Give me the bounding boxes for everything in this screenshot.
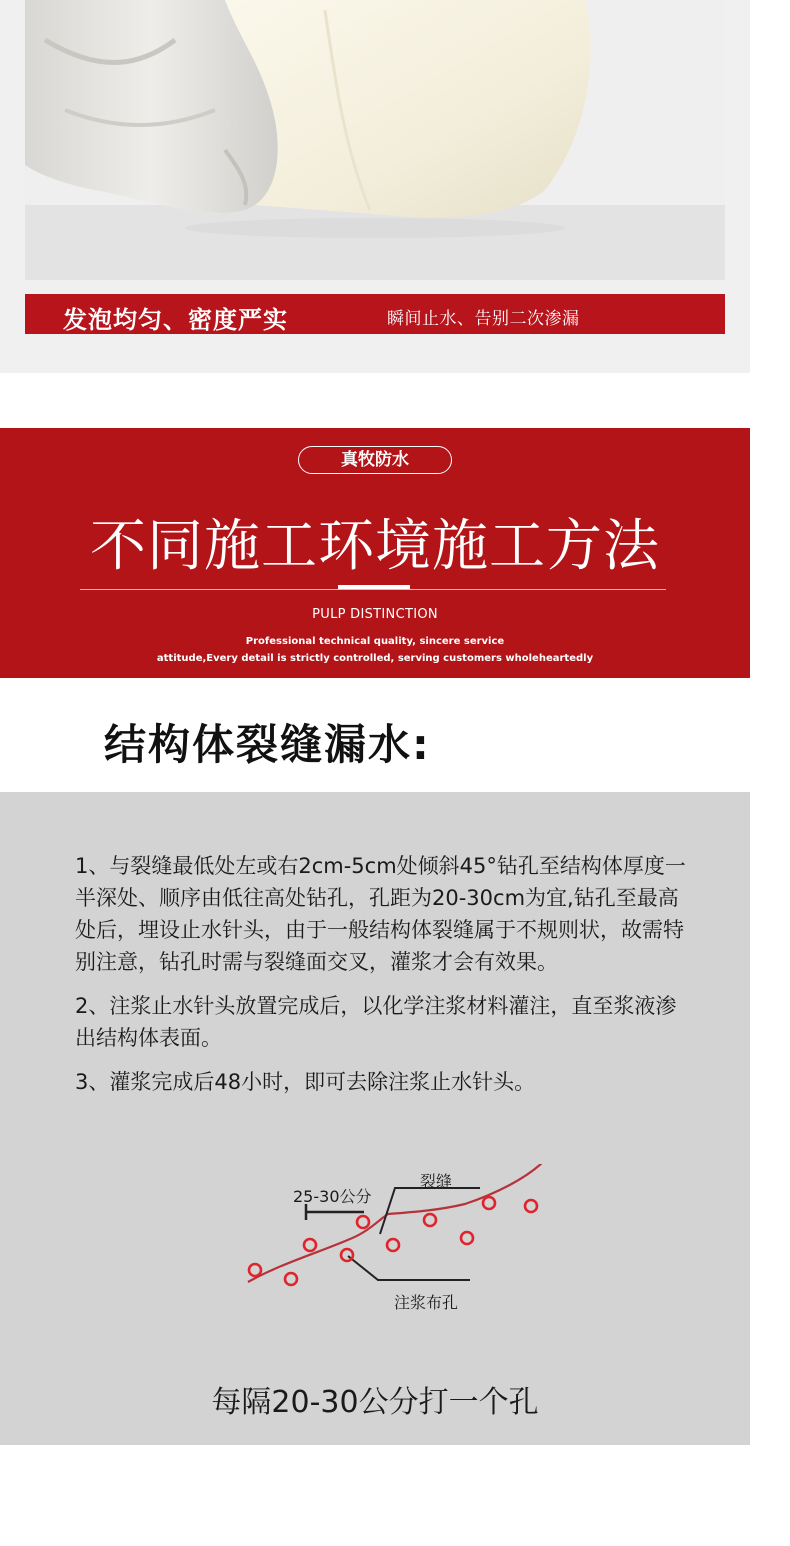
spacing-label: 25-30公分 — [293, 1187, 372, 1206]
step-list — [75, 850, 687, 1110]
instruction-panel — [0, 792, 750, 1445]
injection-hole — [304, 1239, 316, 1251]
hole-spacing-caption: 每隔20-30公分打一个孔 — [211, 1385, 539, 1420]
banner-divider — [80, 589, 666, 590]
caption-instant-stop: 瞬间止水、告别二次渗漏 — [387, 309, 580, 329]
banner-title: 不同施工环境施工方法 — [90, 514, 660, 579]
brand-badge: 真牧防水 — [298, 446, 452, 474]
banner-tagline-1: Professional technical quality, sincere service — [245, 636, 505, 647]
injection-hole — [424, 1214, 436, 1226]
injection-hole — [461, 1232, 473, 1244]
banner-tagline-2: attitude,Every detail is strictly controlled, serving customers wholeheartedly — [156, 653, 594, 664]
injection-hole — [357, 1216, 369, 1228]
foam-glove-illustration — [25, 0, 725, 280]
injection-hole-diagram — [240, 1164, 560, 1314]
step-2: 2、注浆止水针头放置完成后，以化学注浆材料灌注，直至浆液渗出结构体表面。 — [75, 994, 677, 1050]
injection-hole — [249, 1264, 261, 1276]
product-photo — [25, 0, 725, 280]
injection-hole — [341, 1249, 353, 1261]
crack-label: 裂缝 — [420, 1172, 453, 1191]
injection-hole — [525, 1200, 537, 1212]
crack-line — [248, 1164, 543, 1282]
injection-holes — [249, 1197, 537, 1285]
step-3: 3、灌浆完成后48小时，即可去除注浆止水针头。 — [75, 1070, 536, 1094]
banner-divider-accent — [338, 585, 410, 589]
injection-hole — [483, 1197, 495, 1209]
injection-hole — [285, 1273, 297, 1285]
banner-subtitle: PULP DISTINCTION — [312, 607, 438, 622]
caption-foam-uniform: 发泡均匀、密度严实 — [63, 306, 288, 334]
method-banner — [0, 428, 750, 678]
holes-leader-line — [348, 1256, 470, 1280]
injection-hole — [387, 1239, 399, 1251]
product-photo-panel — [0, 0, 750, 373]
holes-label: 注浆布孔 — [394, 1293, 459, 1312]
section-heading: 结构体裂缝漏水: — [104, 720, 431, 769]
step-1: 1、与裂缝最低处左或右2cm-5cm处倾斜45°钻孔至结构体厚度一半深处、顺序由低往高处钻孔，孔距为20-30cm为宜,钻孔至最高处后，埋设止水针头，由于一般结构体裂缝属于不规则状，故需特别注意，钻孔时需与裂缝面交叉，灌浆才会有效果。 — [75, 854, 686, 974]
product-caption-bar — [25, 294, 725, 334]
